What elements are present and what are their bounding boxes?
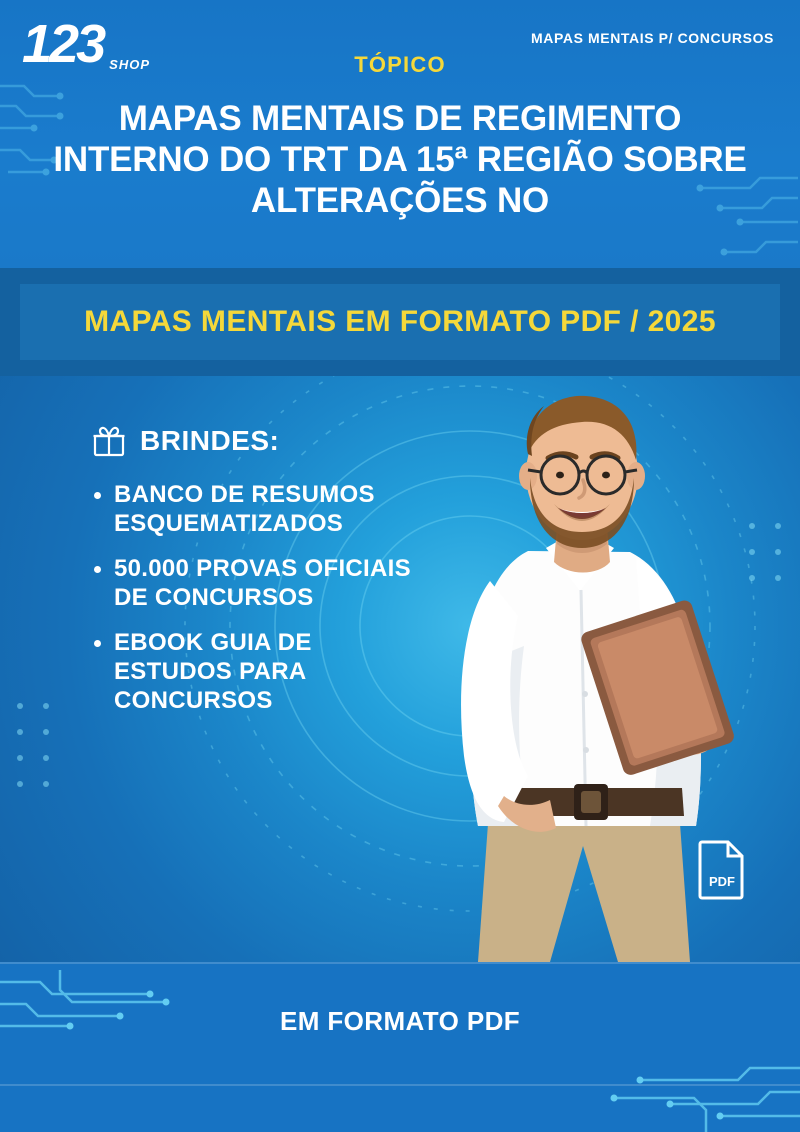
list-item: • EBOOK GUIA DE ESTUDOS PARA CONCURSOS [114, 628, 432, 715]
list-item: • BANCO DE RESUMOS ESQUEMATIZADOS [114, 480, 432, 538]
format-stripe-inner [20, 284, 780, 360]
footer-text: EM FORMATO PDF [279, 1006, 521, 1036]
pdf-badge-label: PDF [709, 874, 735, 889]
bonus-heading-label: BRINDES: [140, 425, 280, 456]
logo-text: 123 [22, 14, 104, 74]
footer-divider-bottom [0, 1084, 800, 1086]
list-item: • 50.000 PROVAS OFICIAIS DE CONCURSOS [114, 554, 432, 612]
footer-divider [0, 962, 800, 964]
footer-section [0, 962, 800, 1132]
header-tagline: MAPAS MENTAIS P/ CONCURSOS [531, 30, 774, 46]
circuit-decoration-footer-right [610, 1052, 800, 1132]
format-stripe [0, 268, 800, 376]
topic-kicker: TÓPICO [354, 52, 446, 77]
gift-icon [92, 424, 126, 458]
format-stripe-text: MAPAS MENTAIS EM FORMATO PDF / 2025 [84, 305, 716, 338]
page-title: MAPAS MENTAIS DE REGIMENTO INTERNO DO TRT DA 15ª REGIÃO SOBRE ALTERAÇÕES NO [53, 99, 747, 220]
main-section [0, 376, 800, 962]
header-section [0, 0, 800, 268]
logo-subtext: SHOP [109, 57, 150, 72]
pdf-file-icon [696, 838, 748, 900]
